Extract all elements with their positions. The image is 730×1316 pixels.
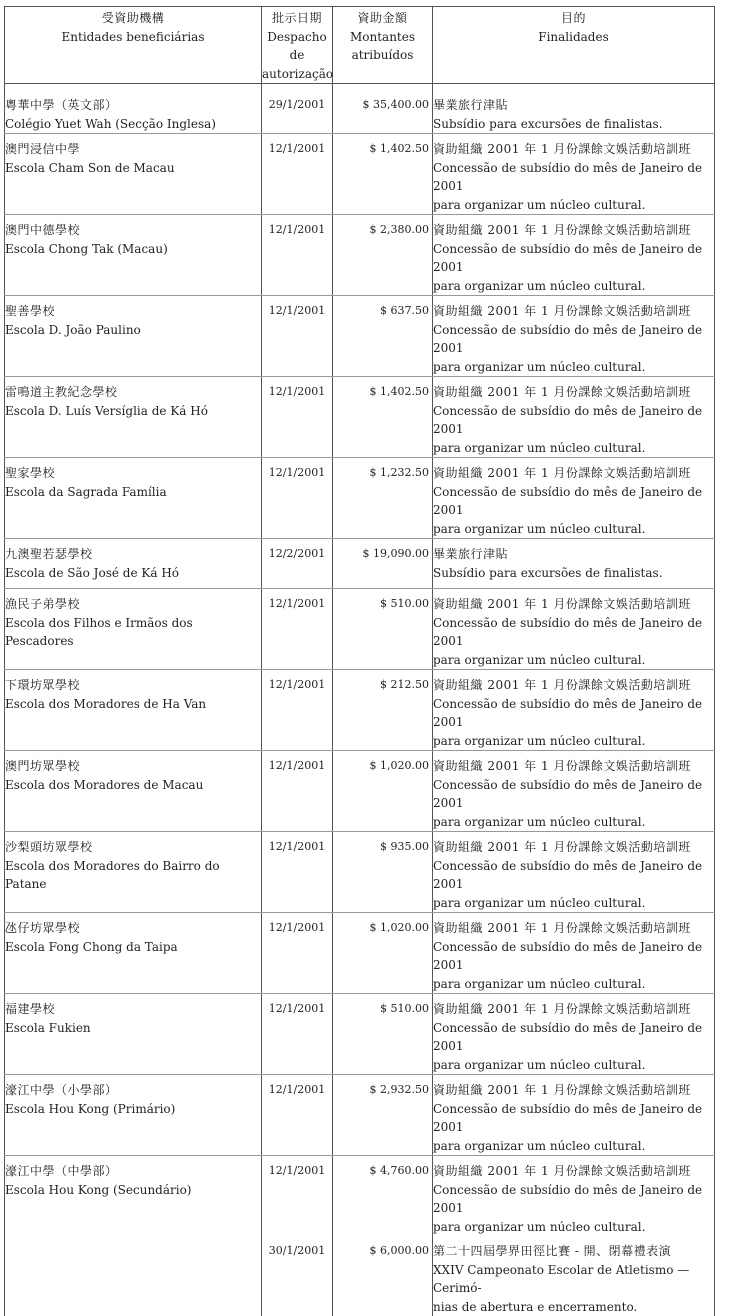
entity-name-zh: 福建學校 bbox=[5, 1000, 261, 1019]
entity-name-zh: 澳門坊眾學校 bbox=[5, 757, 261, 776]
date-cell: 30/1/2001 bbox=[262, 1236, 333, 1316]
amount-cell: $ 4,760.00 bbox=[333, 1156, 433, 1237]
purpose-line: Subsídio para excursões de finalistas. bbox=[433, 564, 714, 583]
table-row bbox=[5, 539, 715, 589]
entity-cell bbox=[5, 1236, 262, 1316]
table-row bbox=[5, 84, 715, 134]
amount-cell: $ 19,090.00 bbox=[333, 539, 433, 589]
entity-cell bbox=[5, 832, 262, 913]
purpose-cell bbox=[433, 994, 715, 1075]
header-entity bbox=[5, 7, 262, 84]
purpose-line: 資助組織 2001 年 1 月份課餘文娛活動培訓班 bbox=[433, 919, 714, 938]
date-cell: 29/1/2001 bbox=[262, 84, 333, 134]
purpose-line: para organizar um núcleo cultural. bbox=[433, 1137, 714, 1156]
purpose-line: 資助組織 2001 年 1 月份課餘文娛活動培訓班 bbox=[433, 838, 714, 857]
table-row bbox=[5, 751, 715, 832]
table-row bbox=[5, 377, 715, 458]
purpose-line: para organizar um núcleo cultural. bbox=[433, 975, 714, 994]
entity-name-pt: Escola dos Moradores de Macau bbox=[5, 776, 261, 795]
amount-cell: $ 2,932.50 bbox=[333, 1075, 433, 1156]
date-cell: 12/1/2001 bbox=[262, 589, 333, 670]
entity-name-pt: Escola Hou Kong (Secundário) bbox=[5, 1181, 261, 1200]
entity-name-zh: 澳門浸信中學 bbox=[5, 140, 261, 159]
amount-cell: $ 637.50 bbox=[333, 296, 433, 377]
purpose-cell bbox=[433, 913, 715, 994]
entity-name-pt: Escola Chong Tak (Macau) bbox=[5, 240, 261, 259]
date-cell: 12/1/2001 bbox=[262, 751, 333, 832]
purpose-line: 資助組織 2001 年 1 月份課餘文娛活動培訓班 bbox=[433, 383, 714, 402]
table-row bbox=[5, 458, 715, 539]
amount-cell: $ 1,402.50 bbox=[333, 134, 433, 215]
header-date-pt2: autorização bbox=[262, 65, 332, 84]
date-cell: 12/1/2001 bbox=[262, 134, 333, 215]
entity-cell bbox=[5, 751, 262, 832]
purpose-cell bbox=[433, 458, 715, 539]
entity-name-zh: 聖家學校 bbox=[5, 464, 261, 483]
purpose-cell bbox=[433, 539, 715, 589]
purpose-line: para organizar um núcleo cultural. bbox=[433, 358, 714, 377]
purpose-line: 資助組織 2001 年 1 月份課餘文娛活動培訓班 bbox=[433, 140, 714, 159]
header-date bbox=[262, 7, 333, 84]
purpose-cell bbox=[433, 215, 715, 296]
amount-cell: $ 2,380.00 bbox=[333, 215, 433, 296]
header-amount bbox=[333, 7, 433, 84]
header-purpose bbox=[433, 7, 715, 84]
purpose-cell bbox=[433, 1236, 715, 1316]
table-row bbox=[5, 296, 715, 377]
purpose-line: Concessão de subsídio do mês de Janeiro de 2001 bbox=[433, 321, 714, 358]
purpose-line: Concessão de subsídio do mês de Janeiro de 2001 bbox=[433, 159, 714, 196]
entity-name-pt: Escola D. João Paulino bbox=[5, 321, 261, 340]
date-cell: 12/1/2001 bbox=[262, 215, 333, 296]
entity-name-pt: Escola dos Moradores de Ha Van bbox=[5, 695, 261, 714]
purpose-line: 畢業旅行津貼 bbox=[433, 96, 714, 115]
entity-name-pt: Escola D. Luís Versíglia de Ká Hó bbox=[5, 402, 261, 421]
purpose-line: Subsídio para excursões de finalistas. bbox=[433, 115, 714, 134]
table-row bbox=[5, 913, 715, 994]
header-date-zh: 批示日期 bbox=[262, 9, 332, 28]
entity-name-pt: Escola dos Moradores do Bairro do Patane bbox=[5, 857, 261, 894]
purpose-line: Concessão de subsídio do mês de Janeiro de 2001 bbox=[433, 1019, 714, 1056]
purpose-cell bbox=[433, 670, 715, 751]
header-amount-pt1: Montantes bbox=[333, 28, 432, 47]
date-cell: 12/1/2001 bbox=[262, 913, 333, 994]
table-row bbox=[5, 589, 715, 670]
purpose-line: Concessão de subsídio do mês de Janeiro de 2001 bbox=[433, 1181, 714, 1218]
purpose-line: Concessão de subsídio do mês de Janeiro de 2001 bbox=[433, 857, 714, 894]
entity-cell bbox=[5, 589, 262, 670]
date-cell: 12/1/2001 bbox=[262, 458, 333, 539]
date-cell: 12/1/2001 bbox=[262, 670, 333, 751]
date-cell: 12/2/2001 bbox=[262, 539, 333, 589]
entity-name-zh: 澳門中德學校 bbox=[5, 221, 261, 240]
table-row bbox=[5, 1156, 715, 1237]
amount-cell: $ 35,400.00 bbox=[333, 84, 433, 134]
header-entity-pt: Entidades beneficiárias bbox=[5, 28, 261, 47]
purpose-cell bbox=[433, 84, 715, 134]
grant-table bbox=[4, 6, 715, 1316]
purpose-line: 資助組織 2001 年 1 月份課餘文娛活動培訓班 bbox=[433, 1000, 714, 1019]
entity-name-pt: Escola Fukien bbox=[5, 1019, 261, 1038]
purpose-cell bbox=[433, 134, 715, 215]
purpose-line: 資助組織 2001 年 1 月份課餘文娛活動培訓班 bbox=[433, 676, 714, 695]
purpose-line: Concessão de subsídio do mês de Janeiro de 2001 bbox=[433, 240, 714, 277]
purpose-line: Concessão de subsídio do mês de Janeiro de 2001 bbox=[433, 938, 714, 975]
table-row bbox=[5, 1075, 715, 1156]
grant-body bbox=[5, 84, 715, 1316]
purpose-line: para organizar um núcleo cultural. bbox=[433, 732, 714, 751]
purpose-line: 資助組織 2001 年 1 月份課餘文娛活動培訓班 bbox=[433, 221, 714, 240]
header-entity-zh: 受資助機構 bbox=[5, 9, 261, 28]
purpose-line: 資助組織 2001 年 1 月份課餘文娛活動培訓班 bbox=[433, 757, 714, 776]
date-cell: 12/1/2001 bbox=[262, 1075, 333, 1156]
purpose-line: para organizar um núcleo cultural. bbox=[433, 196, 714, 215]
table-row bbox=[5, 994, 715, 1075]
entity-name-pt: Escola Hou Kong (Primário) bbox=[5, 1100, 261, 1119]
entity-name-zh: 粵華中學（英文部） bbox=[5, 96, 261, 115]
entity-name-pt: Escola Fong Chong da Taipa bbox=[5, 938, 261, 957]
entity-cell bbox=[5, 296, 262, 377]
amount-cell: $ 1,402.50 bbox=[333, 377, 433, 458]
entity-cell bbox=[5, 539, 262, 589]
purpose-line: para organizar um núcleo cultural. bbox=[433, 813, 714, 832]
purpose-line: 資助組織 2001 年 1 月份課餘文娛活動培訓班 bbox=[433, 464, 714, 483]
entity-name-pt: Escola da Sagrada Família bbox=[5, 483, 261, 502]
entity-cell bbox=[5, 1156, 262, 1237]
purpose-line: para organizar um núcleo cultural. bbox=[433, 894, 714, 913]
entity-cell bbox=[5, 994, 262, 1075]
date-cell: 12/1/2001 bbox=[262, 1156, 333, 1237]
purpose-line: 資助組織 2001 年 1 月份課餘文娛活動培訓班 bbox=[433, 302, 714, 321]
entity-name-pt: Colégio Yuet Wah (Secção Inglesa) bbox=[5, 115, 261, 134]
entity-name-zh: 濠江中學（小學部） bbox=[5, 1081, 261, 1100]
entity-name-zh: 聖善學校 bbox=[5, 302, 261, 321]
purpose-cell bbox=[433, 296, 715, 377]
entity-cell bbox=[5, 1075, 262, 1156]
purpose-cell bbox=[433, 1156, 715, 1237]
purpose-line: 資助組織 2001 年 1 月份課餘文娛活動培訓班 bbox=[433, 595, 714, 614]
date-cell: 12/1/2001 bbox=[262, 994, 333, 1075]
entity-name-zh: 氹仔坊眾學校 bbox=[5, 919, 261, 938]
purpose-line: Concessão de subsídio do mês de Janeiro de 2001 bbox=[433, 402, 714, 439]
amount-cell: $ 510.00 bbox=[333, 589, 433, 670]
purpose-line: nias de abertura e encerramento. bbox=[433, 1298, 714, 1316]
entity-name-pt: Escola dos Filhos e Irmãos dos Pescadores bbox=[5, 614, 261, 651]
header-amount-pt2: atribuídos bbox=[333, 46, 432, 65]
purpose-line: Concessão de subsídio do mês de Janeiro de 2001 bbox=[433, 695, 714, 732]
table-row bbox=[5, 134, 715, 215]
entity-name-zh: 漁民子弟學校 bbox=[5, 595, 261, 614]
date-cell: 12/1/2001 bbox=[262, 832, 333, 913]
entity-cell bbox=[5, 134, 262, 215]
table-row bbox=[5, 832, 715, 913]
purpose-line: 資助組織 2001 年 1 月份課餘文娛活動培訓班 bbox=[433, 1081, 714, 1100]
purpose-cell bbox=[433, 1075, 715, 1156]
entity-cell bbox=[5, 458, 262, 539]
entity-cell bbox=[5, 377, 262, 458]
amount-cell: $ 510.00 bbox=[333, 994, 433, 1075]
header-row bbox=[5, 7, 715, 84]
purpose-line: XXIV Campeonato Escolar de Atletismo — Cerimó- bbox=[433, 1261, 714, 1298]
purpose-line: para organizar um núcleo cultural. bbox=[433, 651, 714, 670]
entity-name-zh: 九澳聖若瑟學校 bbox=[5, 545, 261, 564]
purpose-line: para organizar um núcleo cultural. bbox=[433, 520, 714, 539]
entity-cell bbox=[5, 84, 262, 134]
purpose-line: 資助組織 2001 年 1 月份課餘文娛活動培訓班 bbox=[433, 1162, 714, 1181]
purpose-cell bbox=[433, 832, 715, 913]
purpose-line: Concessão de subsídio do mês de Janeiro de 2001 bbox=[433, 776, 714, 813]
purpose-cell bbox=[433, 751, 715, 832]
table-row bbox=[5, 215, 715, 296]
amount-cell: $ 935.00 bbox=[333, 832, 433, 913]
purpose-line: para organizar um núcleo cultural. bbox=[433, 277, 714, 296]
purpose-line: Concessão de subsídio do mês de Janeiro de 2001 bbox=[433, 614, 714, 651]
header-amount-zh: 資助金額 bbox=[333, 9, 432, 28]
entity-name-pt: Escola de São José de Ká Hó bbox=[5, 564, 261, 583]
entity-cell bbox=[5, 913, 262, 994]
purpose-line: para organizar um núcleo cultural. bbox=[433, 439, 714, 458]
entity-cell bbox=[5, 670, 262, 751]
amount-cell: $ 212.50 bbox=[333, 670, 433, 751]
header-purpose-zh: 目的 bbox=[433, 9, 714, 28]
purpose-line: para organizar um núcleo cultural. bbox=[433, 1218, 714, 1237]
amount-cell: $ 1,020.00 bbox=[333, 913, 433, 994]
amount-cell: $ 6,000.00 bbox=[333, 1236, 433, 1316]
purpose-line: 第二十四屆學界田徑比賽 - 開、閉幕禮表演 bbox=[433, 1242, 714, 1261]
amount-cell: $ 1,020.00 bbox=[333, 751, 433, 832]
entity-name-zh: 雷鳴道主教紀念學校 bbox=[5, 383, 261, 402]
entity-name-zh: 沙梨頭坊眾學校 bbox=[5, 838, 261, 857]
entity-name-zh: 濠江中學（中學部） bbox=[5, 1162, 261, 1181]
entity-cell bbox=[5, 215, 262, 296]
table-row bbox=[5, 670, 715, 751]
purpose-cell bbox=[433, 377, 715, 458]
date-cell: 12/1/2001 bbox=[262, 377, 333, 458]
purpose-cell bbox=[433, 589, 715, 670]
purpose-line: 畢業旅行津貼 bbox=[433, 545, 714, 564]
amount-cell: $ 1,232.50 bbox=[333, 458, 433, 539]
date-cell: 12/1/2001 bbox=[262, 296, 333, 377]
header-purpose-pt: Finalidades bbox=[433, 28, 714, 47]
entity-name-pt: Escola Cham Son de Macau bbox=[5, 159, 261, 178]
entity-name-zh: 下環坊眾學校 bbox=[5, 676, 261, 695]
purpose-line: Concessão de subsídio do mês de Janeiro de 2001 bbox=[433, 483, 714, 520]
purpose-line: para organizar um núcleo cultural. bbox=[433, 1056, 714, 1075]
header-date-pt1: Despacho de bbox=[262, 28, 332, 65]
table-row bbox=[5, 1236, 715, 1316]
purpose-line: Concessão de subsídio do mês de Janeiro de 2001 bbox=[433, 1100, 714, 1137]
